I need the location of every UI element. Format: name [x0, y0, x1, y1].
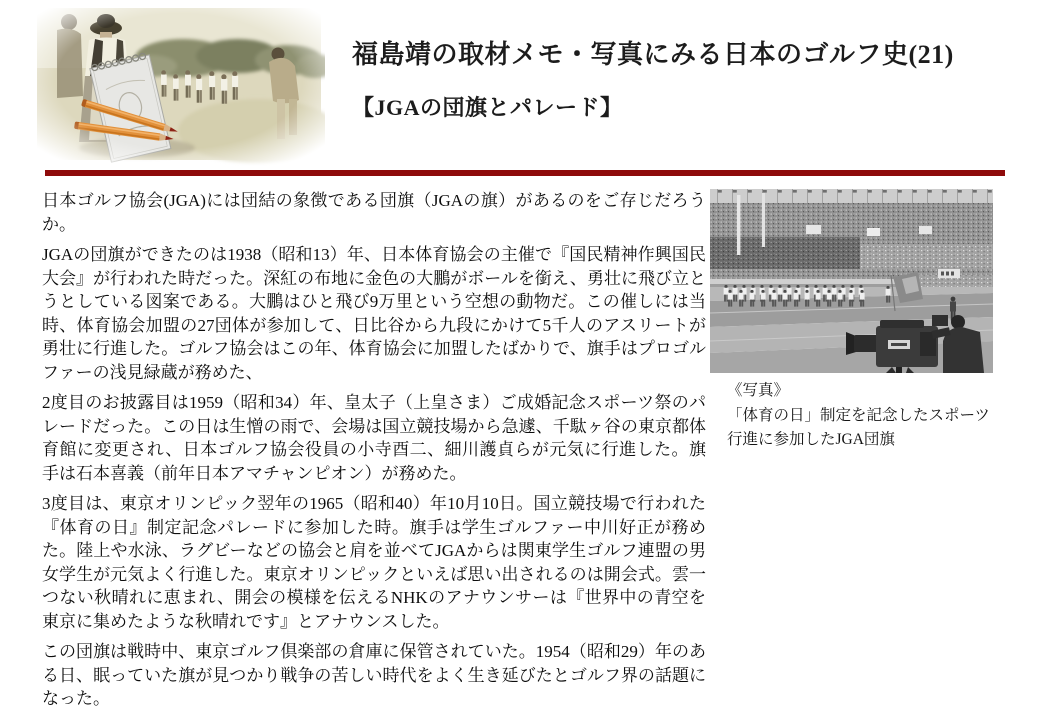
paragraph-3: 2度目のお披露目は1959（昭和34）年、皇太子（上皇さま）ご成婚記念スポーツ祭のパレードだった。この日は生憎の雨で、会場は国立競技場から急遽、千駄ヶ谷の東京都体育館に変更され、日本ゴルフ協会役員の小寺酉二、細川護貞らが元気に行進した。旗手は石本喜義（前年日本アマチャンピオン）が務めた。	[42, 393, 706, 483]
caption-line-1: 「体育の日」制定を記念したスポーツ	[727, 406, 990, 424]
vintage-golf-notepad-illustration	[33, 6, 325, 166]
divider-rule	[45, 170, 1005, 176]
paragraph-4: 3度目は、東京オリンピック翌年の1965（昭和40）年10月10日。国立競技場で行われた『体育の日』制定記念パレードに参加した時。旗手は学生ゴルファー中川好正が務めた。陸上や水泳、ラグビーなどの協会と肩を並べてJGAからは関東学生ゴルフ連盟の男女学生が元気よく行進した。東京オリンピックといえば思い出されるのは開会式。雲一つない秋晴れに恵まれ、開会の模様を伝えるNHKのアナウンサーは『世界中の青空を東京に集めたような秋晴れです』とアナウンスした。	[42, 494, 706, 631]
page-title: 福島靖の取材メモ・写真にみる日本のゴルフ史(21)	[352, 40, 954, 69]
caption-heading: 《写真》	[727, 382, 790, 399]
stadium-parade-photo	[710, 189, 993, 373]
stadium-photo	[710, 189, 993, 373]
paragraph-1: 日本ゴルフ協会(JGA)には団結の象徴である団旗（JGAの旗）があるのをご存じだろうか。	[42, 191, 706, 234]
photo-caption	[727, 379, 1017, 453]
article-body	[42, 189, 706, 718]
page-subtitle: 【JGAの団旗とパレード】	[352, 94, 623, 120]
header-logo-image	[33, 6, 325, 166]
caption-line-2: 行進に参加したJGA団旗	[727, 431, 895, 448]
paragraph-2: JGAの団旗ができたのは1938（昭和13）年、日本体育協会の主催で『国民精神作興国民大会』が行われた時だった。深紅の布地に金色の大鵬がボールを銜え、勇壮に飛び立とうとしている図案である。大鵬はひと飛び9万里という空想の動物だ。この催しには当時、体育協会加盟の27団体が参加して、日比谷から九段にかけて5千人のアスリートが勇壮に行進した。ゴルフ協会はこの年、体育協会に加盟したばかりで、旗手はプロゴルファーの浅見緑蔵が務めた、	[42, 245, 706, 382]
paragraph-5: この団旗は戦時中、東京ゴルフ倶楽部の倉庫に保管されていた。1954（昭和29）年のある日、眠っていた旗が見つかり戦争の苦しい時代をよく生き延びたとゴルフ界の話題になった。	[42, 642, 706, 708]
